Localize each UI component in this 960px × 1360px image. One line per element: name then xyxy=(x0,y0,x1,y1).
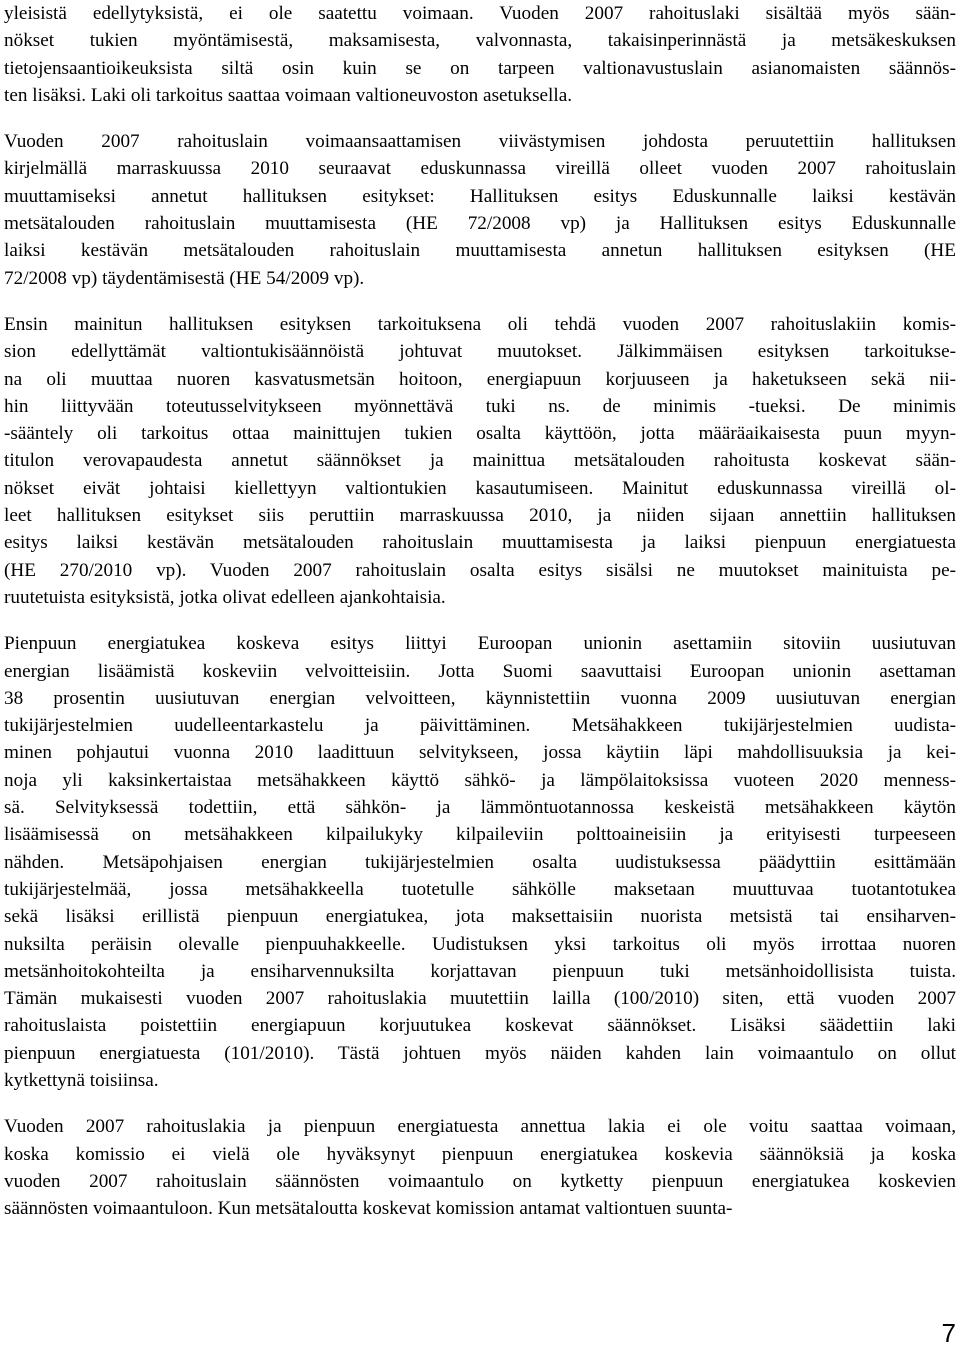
text-line: 72/2008 vp) täydentämisestä (HE 54/2009 vp). xyxy=(4,267,365,289)
text-line: lisäämisessä on metsähakkeen kilpailukyky kilpaileviin polttoaineisiin ja erityisesti turpeeseen xyxy=(4,824,956,846)
text-line: rahoituslaista poistettiin energiapuun korjuutukea koskevat säännökset. Lisäksi säädettiin laki xyxy=(4,1015,956,1037)
text-line: nökset tukien myöntämisestä, maksamisesta, valvonnasta, takaisinperinnästä ja metsäkeskuksen xyxy=(4,30,956,52)
text-line: -sääntely oli tarkoitus ottaa mainittujen tukien osalta käyttöön, jotta määräaikaisesta puun myyn- xyxy=(4,423,956,445)
text-line: nähden. Metsäpohjaisen energian tukijärjestelmien osalta uudistuksessa päädyttiin esittämään xyxy=(4,851,956,873)
text-line: na oli muuttaa nuoren kasvatusmetsän hoitoon, energiapuun korjuuseen ja haketukseen sekä nii- xyxy=(4,368,956,390)
text-line: ten lisäksi. Laki oli tarkoitus saattaa voimaan valtioneuvoston asetuksella. xyxy=(4,84,573,106)
text-line: kirjelmällä marraskuussa 2010 seuraavat eduskunnassa vireillä olleet vuoden 2007 rahoituslain xyxy=(4,158,956,180)
text-line: pienpuun energiatuesta (101/2010). Tästä johtuen myös näiden kahden lain voimaantulo on ollut xyxy=(4,1042,956,1064)
text-line: nuksilta peräisin olevalle pienpuuhakkeelle. Uudistuksen yksi tarkoitus oli myös irrottaa nuoren xyxy=(4,933,956,955)
text-line: tukijärjestelmien uudelleentarkastelu ja päivittäminen. Metsähakkeen tukijärjestelmien uudista- xyxy=(4,715,956,737)
text-line: Pienpuun energiatukea koskeva esitys liittyi Euroopan unionin asettamiin sitoviin uusiutuvan xyxy=(4,633,956,655)
paragraph xyxy=(4,128,956,292)
document-page xyxy=(4,0,956,1241)
text-line: hin liittyvään toteutusselvitykseen myönnettävä tuki ns. de minimis -tueksi. De minimis xyxy=(4,395,956,417)
text-line: yleisistä edellytyksistä, ei ole saatettu voimaan. Vuoden 2007 rahoituslaki sisältää myös sään- xyxy=(4,3,956,24)
text-line: Ensin mainitun hallituksen esityksen tarkoituksena oli tehdä vuoden 2007 rahoituslakiin komis- xyxy=(4,313,956,335)
text-line: noja yli kaksinkertaistaa metsähakkeen käyttö sähkö- ja lämpölaitoksissa vuoteen 2020 menness- xyxy=(4,769,956,791)
text-line: laiksi kestävän metsätalouden rahoituslain muuttamisesta annetun hallituksen esityksen (HE xyxy=(4,240,956,262)
text-line: metsätalouden rahoituslain muuttamisesta (HE 72/2008 vp) ja Hallituksen esitys Eduskunnalle xyxy=(4,213,956,235)
text-line: (HE 270/2010 vp). Vuoden 2007 rahoituslain osalta esitys sisälsi ne muutokset mainituista pe- xyxy=(4,559,956,581)
paragraph xyxy=(4,0,956,109)
text-line: vuoden 2007 rahoituslain säännösten voimaantulo on kytketty pienpuun energiatukea koskevien xyxy=(4,1170,956,1192)
text-line: Vuoden 2007 rahoituslain voimaansaattamisen viivästymisen johdosta peruutettiin hallituksen xyxy=(4,131,956,153)
page-number: 7 xyxy=(941,1318,956,1348)
text-line: ruutetuista esityksistä, jotka olivat edelleen ajankohtaisia. xyxy=(4,586,446,608)
paragraph xyxy=(4,311,956,611)
text-line: titulon verovapaudesta annetut säännökset ja mainittua metsätalouden rahoitusta koskevat sään- xyxy=(4,450,956,472)
text-line: muuttamiseksi annetut hallituksen esitykset: Hallituksen esitys Eduskunnalle laiksi kestävän xyxy=(4,185,956,207)
text-line: esitys laiksi kestävän metsätalouden rahoituslain muuttamisesta ja laiksi pienpuun energiatuesta xyxy=(4,532,956,554)
document-body xyxy=(4,0,956,1222)
paragraph xyxy=(4,630,956,1094)
text-line: tukijärjestelmää, jossa metsähakkeella tuotetulle sähkölle maksetaan muuttuvaa tuotantotukea xyxy=(4,878,956,900)
text-line: Tämän mukaisesti vuoden 2007 rahoituslakia muutettiin lailla (100/2010) siten, että vuoden 2007 xyxy=(4,988,956,1010)
text-line: tietojensaantioikeuksista siltä osin kuin se on tarpeen valtionavustuslain asianomaisten säännös- xyxy=(4,57,956,79)
text-line: sekä lisäksi erillistä pienpuun energiatukea, jota maksettaisiin nuorista metsistä tai ensiharven- xyxy=(4,906,956,928)
text-line: 38 prosentin uusiutuvan energian velvoitteen, käynnistettiin vuonna 2009 uusiutuvan energian xyxy=(4,687,956,709)
paragraph xyxy=(4,1113,956,1222)
text-line: leet hallituksen esitykset siis peruttiin marraskuussa 2010, ja niiden sijaan annettiin hallituksen xyxy=(4,505,956,527)
text-line: energian lisäämistä koskeviin velvoitteisiin. Jotta Suomi saavuttaisi Euroopan unionin asettaman xyxy=(4,660,956,682)
text-line: kytkettynä toisiinsa. xyxy=(4,1069,159,1091)
text-line: nökset eivät johtaisi kiellettyyn valtiontukien kasautumiseen. Mainitut eduskunnassa vireillä ol- xyxy=(4,477,956,499)
text-line: sion edellyttämät valtiontukisäännöistä johtuvat muutokset. Jälkimmäisen esityksen tarkoitukse- xyxy=(4,341,956,363)
text-line: koska komissio ei vielä ole hyväksynyt pienpuun energiatukea koskevia säännöksiä ja koska xyxy=(4,1143,956,1165)
text-line: sä. Selvityksessä todettiin, että sähkön- ja lämmöntuotannossa keskeistä metsähakkeen käytön xyxy=(4,797,956,819)
text-line: Vuoden 2007 rahoituslakia ja pienpuun energiatuesta annettua lakia ei ole voitu saattaa voimaan, xyxy=(4,1116,956,1138)
text-line: minen pohjautui vuonna 2010 laadittuun selvitykseen, jossa käytiin läpi mahdollisuuksia ja kei- xyxy=(4,742,956,764)
text-line: metsänhoitokohteilta ja ensiharvennuksilta korjattavan pienpuun tuki metsänhoidollisista tuista. xyxy=(4,960,956,982)
text-line: säännösten voimaantuloon. Kun metsätaloutta koskevat komission antamat valtiontuen suunta- xyxy=(4,1198,733,1220)
